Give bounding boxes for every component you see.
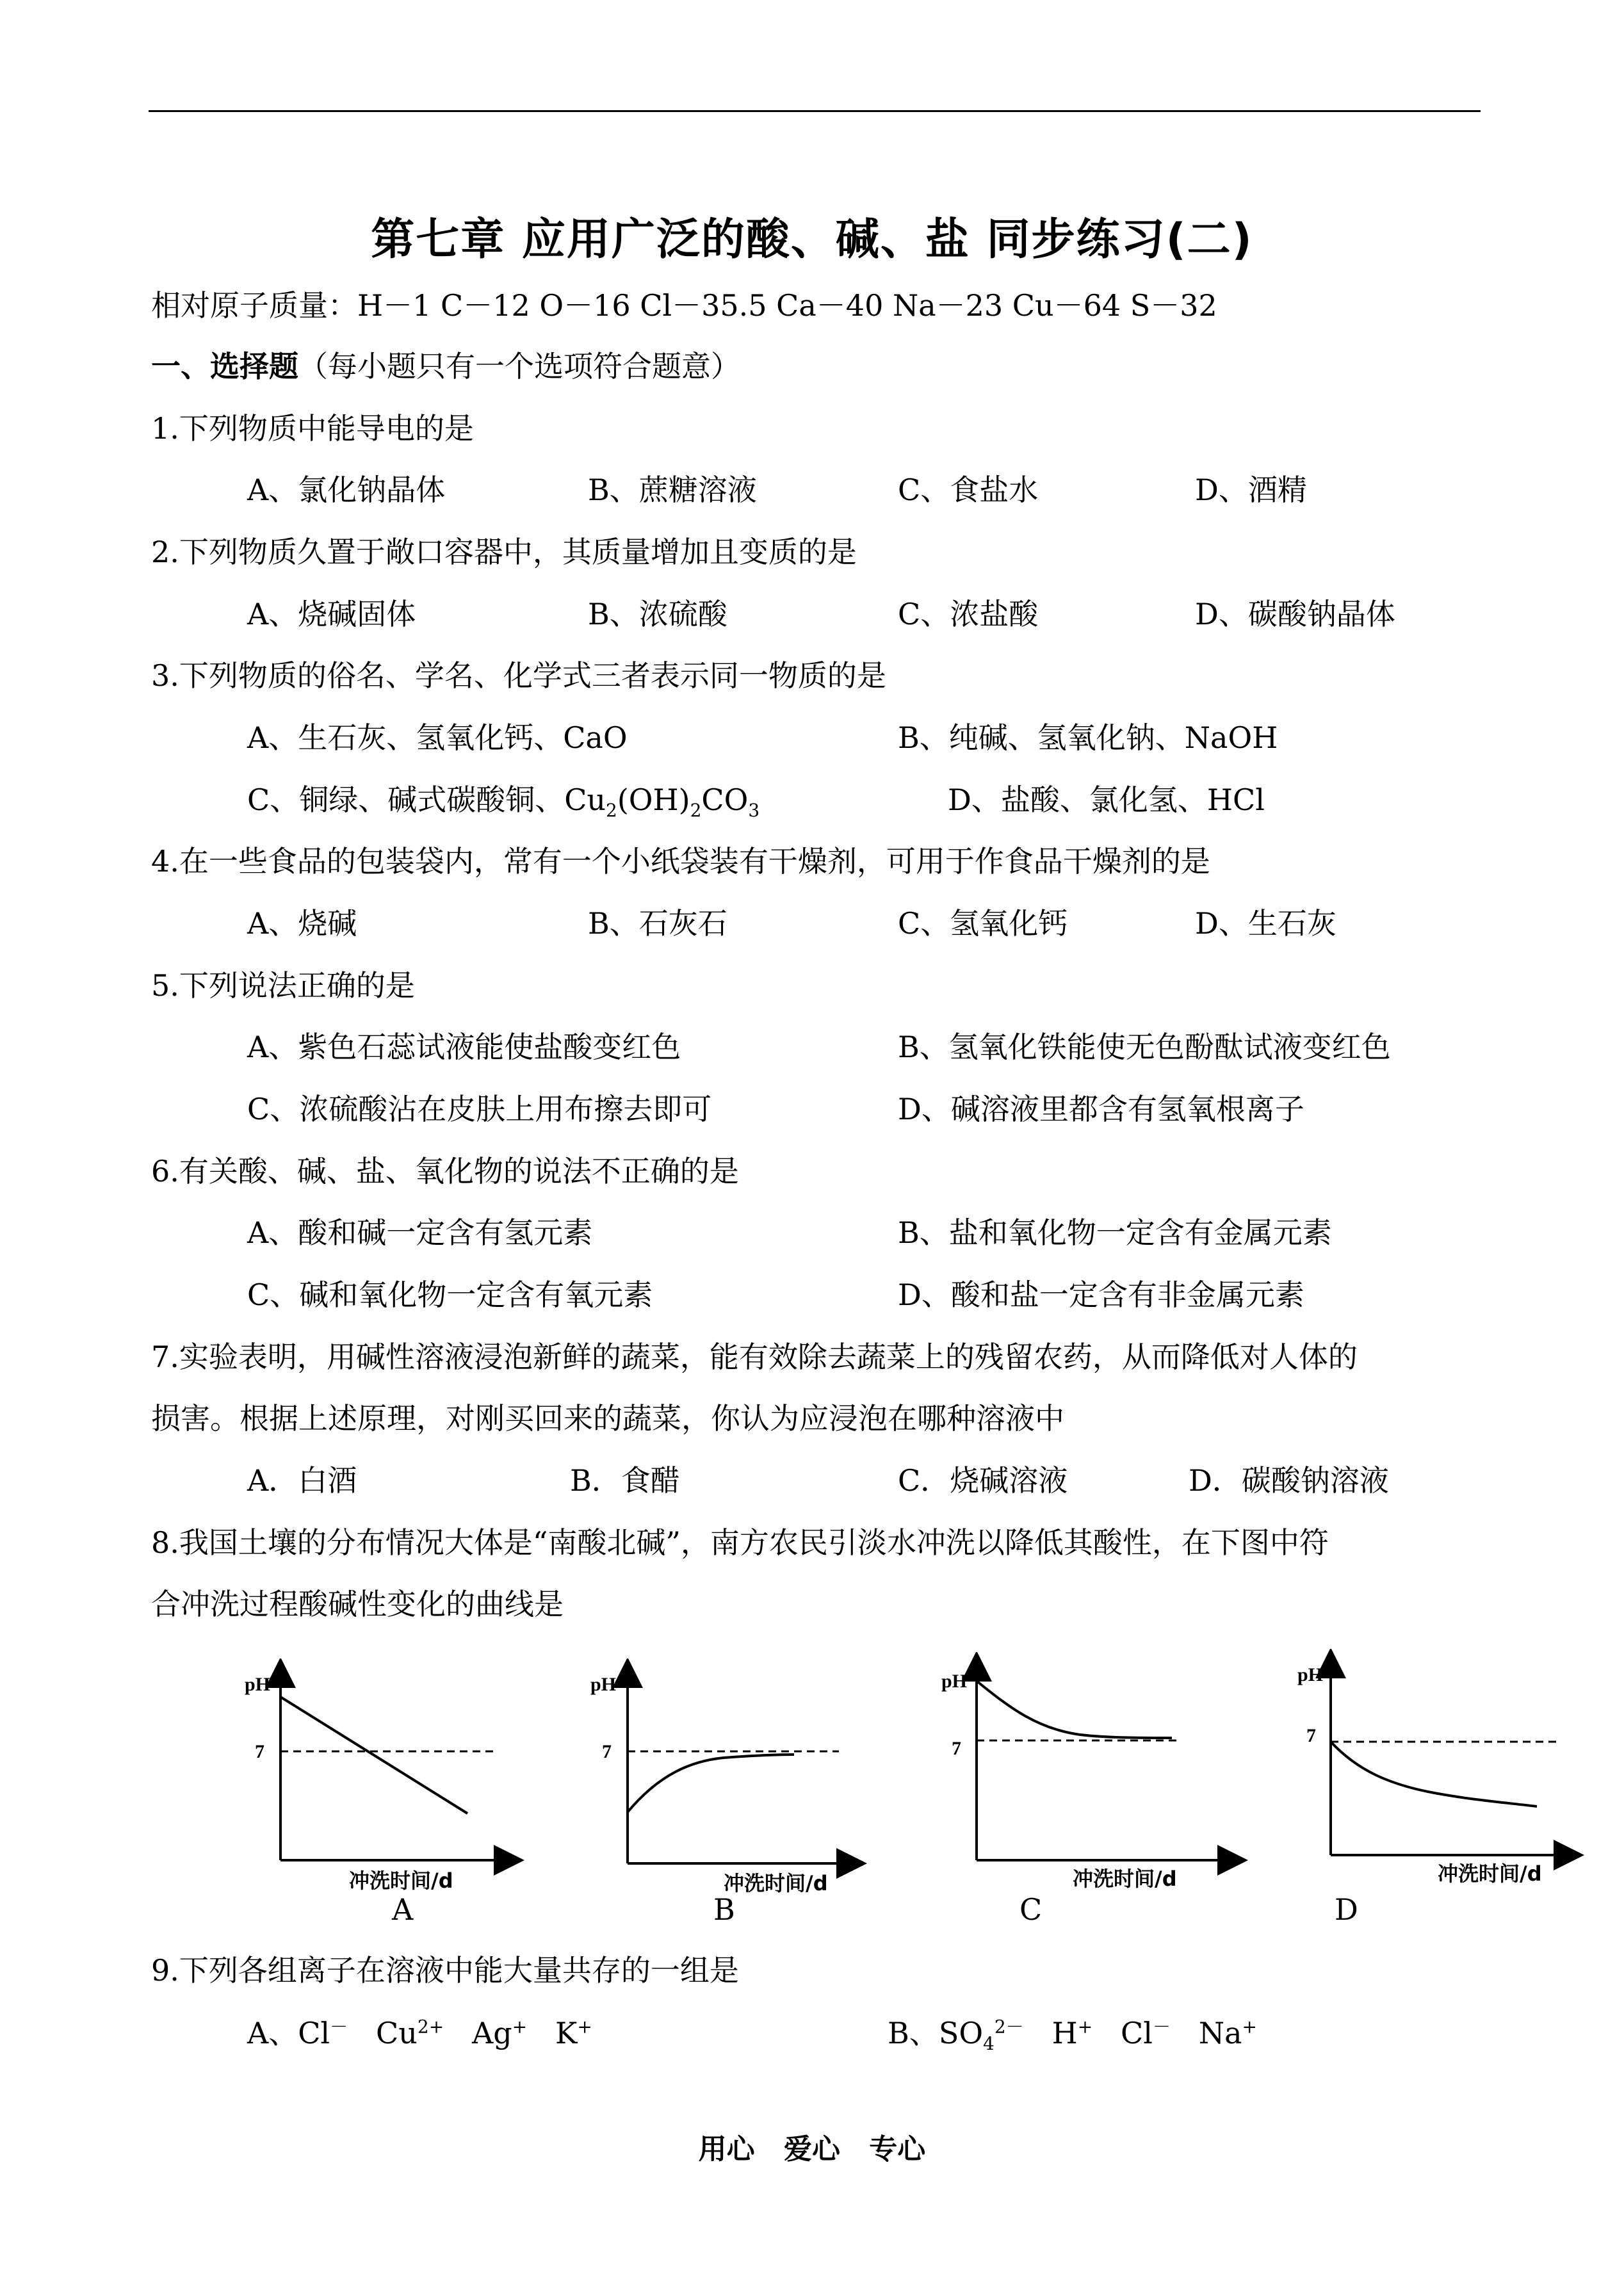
- q4-option-a: A、烧碱: [247, 906, 357, 941]
- q4-option-d: D、生石灰: [1195, 906, 1336, 941]
- header-rule: [149, 110, 1481, 112]
- y-axis-label: pH: [590, 1674, 617, 1695]
- graph-c: [935, 1652, 1255, 1889]
- q2-option-d: D、碳酸钠晶体: [1195, 597, 1395, 631]
- q1-option-d: D、酒精: [1195, 473, 1307, 507]
- q1-option-c: C、食盐水: [898, 473, 1039, 507]
- x-axis-label: 冲洗时间/d: [1438, 1861, 1542, 1886]
- q3-option-c: C、铜绿、碱式碳酸铜、$Cu_2(OH)_2CO_3$: [247, 783, 760, 822]
- question-8-stem-line-2: 合冲洗过程酸碱性变化的曲线是: [151, 1587, 564, 1621]
- question-9-stem: 9.下列各组离子在溶液中能大量共存的一组是: [151, 1953, 739, 1988]
- q2-option-a: A、烧碱固体: [247, 597, 416, 631]
- q3-option-b: B、纯碱、氢氧化钠、NaOH: [898, 720, 1278, 755]
- graph-a-label: A: [392, 1892, 414, 1927]
- question-1-stem: 1.下列物质中能导电的是: [151, 411, 474, 446]
- q5-option-c: C、浓硫酸沾在皮肤上用布擦去即可: [247, 1092, 712, 1126]
- q2-option-b: B、浓硫酸: [588, 597, 727, 631]
- q4-option-c: C、氢氧化钙: [898, 906, 1068, 941]
- section-note: （每小题只有一个选项符合题意）: [298, 349, 740, 384]
- question-3-stem: 3.下列物质的俗名、学名、化学式三者表示同一物质的是: [151, 658, 886, 693]
- q3-option-d: D、盐酸、氯化氢、HCl: [948, 783, 1265, 817]
- q7-option-d: D．碳酸钠溶液: [1189, 1463, 1389, 1498]
- graph-d-label: D: [1335, 1892, 1358, 1927]
- section-label: 一、选择题: [151, 349, 298, 384]
- y-axis-label: pH: [1297, 1664, 1324, 1685]
- x-axis-label: 冲洗时间/d: [349, 1869, 453, 1893]
- section-heading: [151, 349, 740, 384]
- q1-option-b: B、蔗糖溶液: [588, 473, 757, 507]
- ph-curve: [1331, 1742, 1537, 1806]
- question-5-stem: 5.下列说法正确的是: [151, 968, 415, 1003]
- q3-option-a: A、生石灰、氢氧化钙、CaO: [247, 720, 628, 755]
- q6-option-d: D、酸和盐一定含有非金属元素: [898, 1277, 1304, 1312]
- ph7-tick-label: 7: [952, 1738, 961, 1759]
- ph7-tick-label: 7: [1306, 1725, 1316, 1746]
- graph-c-label: C: [1019, 1892, 1043, 1927]
- q5-option-a: A、紫色石蕊试液能使盐酸变红色: [247, 1030, 681, 1064]
- q5-option-b: B、氢氧化铁能使无色酚酞试液变红色: [898, 1030, 1391, 1064]
- graph-b-label: B: [713, 1892, 735, 1927]
- q9-option-b: B、$SO_4^{2-}$ H+ Cl－ Na+: [888, 2016, 1258, 2055]
- graph-a: [237, 1658, 538, 1895]
- question-7-stem-line-1: 7.实验表明，用碱性溶液浸泡新鲜的蔬菜，能有效除去蔬菜上的残留农药，从而降低对人体的: [151, 1340, 1358, 1374]
- x-axis-label: 冲洗时间/d: [724, 1871, 828, 1895]
- q9-option-a: A、Cl－ $Cu^{2+}$ Ag+ K+: [247, 2016, 592, 2050]
- q6-option-a: A、酸和碱一定含有氢元素: [247, 1215, 593, 1250]
- question-2-stem: 2.下列物质久置于敞口容器中，其质量增加且变质的是: [151, 535, 857, 569]
- x-axis-label: 冲洗时间/d: [1073, 1867, 1177, 1889]
- q7-option-c: C．烧碱溶液: [898, 1463, 1068, 1498]
- page-footer: 用心 爱心 专心: [698, 2133, 926, 2166]
- q7-option-b: B．食醋: [570, 1463, 680, 1498]
- q1-option-a: A、氯化钠晶体: [247, 473, 446, 507]
- question-7-stem-line-2: 损害。根据上述原理，对刚买回来的蔬菜，你认为应浸泡在哪种溶液中: [151, 1401, 1064, 1436]
- ph7-tick-label: 7: [602, 1741, 612, 1762]
- y-axis-label: pH: [245, 1674, 271, 1695]
- q4-option-b: B、石灰石: [588, 906, 727, 941]
- ph-curve: [628, 1755, 794, 1812]
- q2-option-c: C、浓盐酸: [898, 597, 1039, 631]
- q5-option-d: D、碱溶液里都含有氢氧根离子: [898, 1092, 1304, 1126]
- question-4-stem: 4.在一些食品的包装袋内，常有一个小纸袋装有干燥剂，可用于作食品干燥剂的是: [151, 844, 1210, 879]
- graph-b: [583, 1658, 877, 1895]
- graph-d: [1287, 1649, 1588, 1886]
- question-6-stem: 6.有关酸、碱、盐、氧化物的说法不正确的是: [151, 1154, 739, 1188]
- q6-option-c: C、碱和氧化物一定含有氧元素: [247, 1277, 653, 1312]
- q6-option-b: B、盐和氧化物一定含有金属元素: [898, 1215, 1332, 1250]
- atomic-mass-line: 相对原子质量：H－1 C－12 O－16 Cl－35.5 Ca－40 Na－23 Cu－64 S－32: [151, 288, 1217, 323]
- question-8-stem-line-1: 8.我国土壤的分布情况大体是“南酸北碱”，南方农民引淡水冲洗以降低其酸性，在下图中符: [151, 1525, 1329, 1560]
- ph-curve: [280, 1697, 467, 1813]
- page-title: 第七章 应用广泛的酸、碱、盐 同步练习(二): [371, 215, 1253, 265]
- q7-option-a: A．白酒: [247, 1463, 357, 1498]
- y-axis-label: pH: [941, 1671, 968, 1692]
- ph7-tick-label: 7: [255, 1741, 264, 1762]
- ph-curve: [977, 1681, 1172, 1738]
